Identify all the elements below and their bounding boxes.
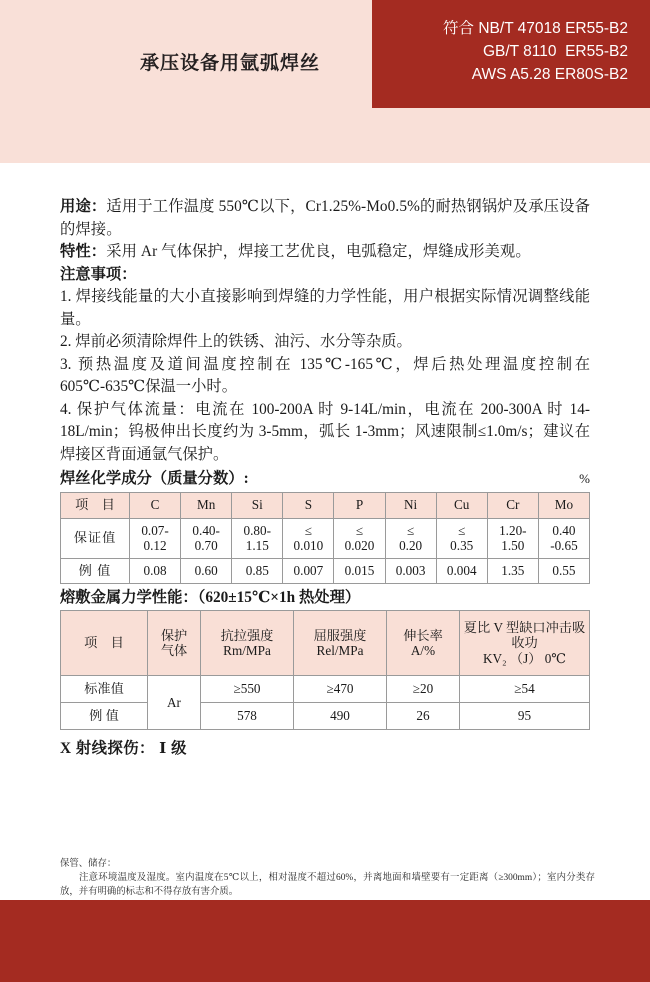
note-item: 3. 预热温度及道间温度控制在 135℃-165℃，焊后热处理温度控制在605℃-635℃保温一小时。 xyxy=(60,355,590,395)
mech-row-label: 例 值 xyxy=(61,703,148,730)
note-item: 1. 焊接线能量的大小直接影响到焊缝的力学性能，用户根据实际情况调整线能量。 xyxy=(60,288,590,328)
feature-label: 特性： xyxy=(60,243,107,260)
storage-note xyxy=(60,857,595,899)
chem-heading-row xyxy=(60,468,590,491)
notes-label: 注意事项： xyxy=(60,265,137,283)
chem-cell: 0.40- 0.70 xyxy=(181,518,232,558)
chem-col-item: 项 目 xyxy=(61,492,130,518)
mech-cell: ≥54 xyxy=(460,676,590,703)
usage-label: 用途： xyxy=(60,198,107,215)
mech-col-impact: 夏比 V 型缺口冲击吸收功 KV₂ （J） 0℃ xyxy=(460,611,590,676)
chem-col-c: C xyxy=(130,492,181,518)
chem-cell: 0.80- 1.15 xyxy=(232,518,283,558)
chem-cell: 0.85 xyxy=(232,558,283,583)
chem-col-mo: Mo xyxy=(538,492,589,518)
chem-col-s: S xyxy=(283,492,334,518)
mech-col-item: 项 目 xyxy=(61,611,148,676)
standard-line-1: 符合 NB/T 47018 ER55-B2 xyxy=(443,20,628,37)
bottom-bar xyxy=(0,900,650,982)
mech-col-gas: 保护 气体 xyxy=(148,611,201,676)
document-body xyxy=(0,163,650,773)
mech-cell: ≥20 xyxy=(387,676,460,703)
chem-cell: 1.35 xyxy=(487,558,538,583)
chem-cell: ≤ 0.35 xyxy=(436,518,487,558)
xray-inspection-line: X 射线探伤： Ⅰ 级 xyxy=(60,740,187,757)
page-title: 承压设备用氩弧焊丝 xyxy=(139,53,320,74)
chem-cell: 0.55 xyxy=(538,558,589,583)
note-item: 2. 焊前必须清除焊件上的铁锈、油污、水分等杂质。 xyxy=(60,333,412,350)
mech-cell: ≥550 xyxy=(201,676,294,703)
table-row xyxy=(61,558,590,583)
mech-col-tensile: 抗拉强度 Rm/MPa xyxy=(201,611,294,676)
mech-cell: 26 xyxy=(387,703,460,730)
mech-col-elongation: 伸长率 A/% xyxy=(387,611,460,676)
storage-note-title: 保管、储存： xyxy=(60,859,117,869)
mech-cell: 490 xyxy=(294,703,387,730)
chem-row-label: 保证值 xyxy=(61,518,130,558)
chem-unit: % xyxy=(579,471,590,486)
chem-cell: 0.60 xyxy=(181,558,232,583)
mech-heading: 熔敷金属力学性能：（620±15℃×1h 热处理） xyxy=(60,588,361,606)
chem-col-p: P xyxy=(334,492,385,518)
chem-col-cu: Cu xyxy=(436,492,487,518)
usage-text: 适用于工作温度 550℃以下，Cr1.25%-Mo0.5%的耐热钢锅炉及承压设备的焊接。 xyxy=(60,198,590,238)
chem-cell: 0.08 xyxy=(130,558,181,583)
standard-line-2: GB/T 8110 ER55-B2 xyxy=(482,43,628,60)
storage-note-text: 注意环境温度及湿度。室内温度在5℃以上，相对湿度不超过60%，并离地面和墙壁要有一定距离（≥300mm）；室内分类存放，并有明确的标志和不得存放有害介质。 xyxy=(60,873,595,897)
mech-cell: 578 xyxy=(201,703,294,730)
mech-col-yield: 屈服强度 Rel/MPa xyxy=(294,611,387,676)
chem-col-mn: Mn xyxy=(181,492,232,518)
chem-col-ni: Ni xyxy=(385,492,436,518)
chem-cell: 0.004 xyxy=(436,558,487,583)
feature-text: 采用 Ar 气体保护，焊接工艺优良，电弧稳定，焊缝成形美观。 xyxy=(106,243,531,260)
chem-cell: 0.003 xyxy=(385,558,436,583)
feature-paragraph xyxy=(60,241,590,264)
mech-row-label: 标准值 xyxy=(61,676,148,703)
mechanical-properties-table xyxy=(60,610,590,730)
mech-cell: ≥470 xyxy=(294,676,387,703)
chem-row-label: 例 值 xyxy=(61,558,130,583)
usage-paragraph xyxy=(60,196,590,241)
chem-heading: 焊丝化学成分（质量分数）: xyxy=(60,470,249,487)
chem-cell: 0.07- 0.12 xyxy=(130,518,181,558)
table-header-row xyxy=(61,492,590,518)
chem-cell: ≤ 0.20 xyxy=(385,518,436,558)
chemical-composition-table xyxy=(60,492,590,584)
content-column xyxy=(60,163,590,758)
chem-cell: 0.015 xyxy=(334,558,385,583)
mech-cell: 95 xyxy=(460,703,590,730)
chem-col-si: Si xyxy=(232,492,283,518)
standards-box xyxy=(372,0,650,108)
header-band xyxy=(0,0,650,163)
chem-cell: 1.20- 1.50 xyxy=(487,518,538,558)
mech-gas-value: Ar xyxy=(148,676,201,730)
note-item: 4. 保护气体流量：电流在 100-200A 时 9-14L/min，电流在 200-300A 时 14-18L/min；钨极伸出长度约为 3-5mm，弧长 1-3mm；风速限制≤1.0m/s；建议在焊接区背面通氩气保护。 xyxy=(60,400,590,463)
chem-cell: 0.007 xyxy=(283,558,334,583)
chem-cell: ≤ 0.010 xyxy=(283,518,334,558)
chem-cell: 0.40 -0.65 xyxy=(538,518,589,558)
chem-cell: ≤ 0.020 xyxy=(334,518,385,558)
chem-col-cr: Cr xyxy=(487,492,538,518)
table-header-row xyxy=(61,611,590,676)
table-row xyxy=(61,518,590,558)
table-row xyxy=(61,703,590,730)
standard-line-3: AWS A5.28 ER80S-B2 xyxy=(471,66,628,83)
table-row xyxy=(61,676,590,703)
